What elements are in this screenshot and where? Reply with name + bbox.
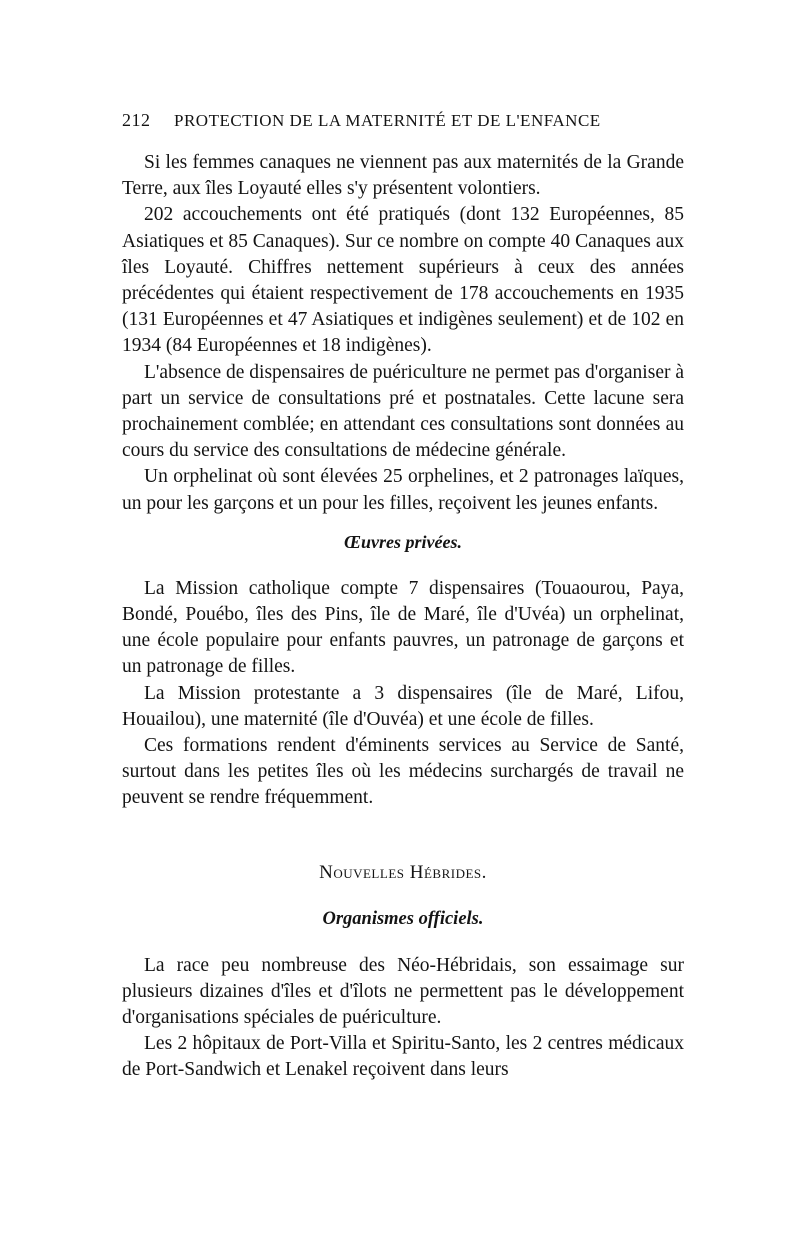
running-head: [122, 110, 684, 140]
paragraph: Les 2 hôpitaux de Port-Villa et Spiritu-Santo, les 2 centres médicaux de Port-Sandwich et Lenakel reçoivent dans leurs: [122, 1033, 684, 1081]
subsection-heading-organismes: Organismes officiels.: [322, 908, 484, 929]
running-title: PROTECTION DE LA MATERNITÉ ET DE L'ENFANCE: [174, 111, 601, 130]
page-number: 212: [122, 110, 151, 130]
section-heading-oeuvres: Œuvres privées.: [344, 531, 462, 552]
paragraph: Si les femmes canaques ne viennent pas aux maternités de la Grande Terre, aux îles Loyauté elles s'y présentent volontiers.: [122, 152, 684, 200]
paragraph: 202 accouchements ont été pratiqués (dont 132 Européennes, 85 Asiatiques et 85 Canaques). Sur ce nombre on compte 40 Canaques aux îles Loyauté. Chiffres nettement supérieurs à ceux des années précédentes qui étaient respectivement de 178 accouchements en 1935 (131 Européennes et 47 Asiatiques et indigènes seulement) et de 102 en 1934 (84 Européennes et 18 indigènes).: [122, 204, 684, 357]
paragraph: Ces formations rendent d'éminents services au Service de Santé, surtout dans les petites îles où les médecins surchargés de travail ne peuvent se rendre fréquemment.: [122, 735, 684, 809]
paragraph: La Mission protestante a 3 dispensaires (île de Maré, Lifou, Houailou), une maternité (île d'Ouvéa) et une école de filles.: [122, 682, 684, 730]
paragraph: L'absence de dispensaires de puériculture ne permet pas d'organiser à part un service de consultations pré et postnatales. Cette lacune sera prochainement comblée; en attendant ces consultations sont données au cours du service des consultations de médecine générale.: [122, 361, 684, 462]
paragraph: Un orphelinat où sont élevées 25 orphelines, et 2 patronages laïques, un pour les garçons et un pour les filles, reçoivent les jeunes enfants.: [122, 466, 684, 514]
paragraph: La Mission catholique compte 7 dispensaires (Touaourou, Paya, Bondé, Pouébo, îles des Pins, île de Maré, île d'Uvéa) un orphelinat, une école populaire pour enfants pauvres, un patronage de garçons et un patronage de filles.: [122, 577, 684, 678]
paragraph: La race peu nombreuse des Néo-Hébridais, son essaimage sur plusieurs dizaines d'îles et d'îlots ne permettent pas le développement d'organisations spéciales de puériculture.: [122, 954, 684, 1029]
section-heading-hebrides: Nouvelles Hébrides.: [319, 861, 487, 883]
document-page: [122, 110, 684, 1084]
